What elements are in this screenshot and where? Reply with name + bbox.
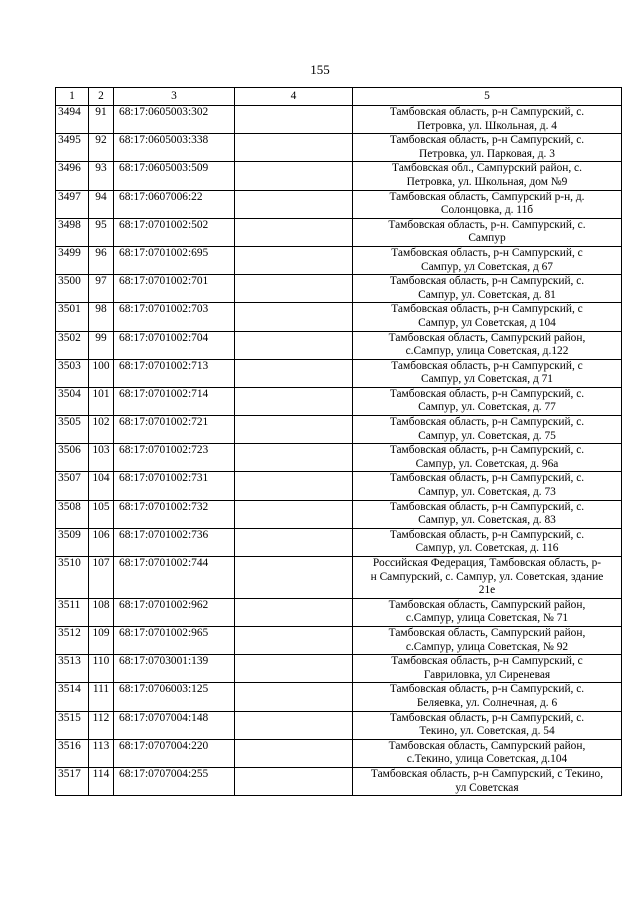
cadastral-number-cell: 68:17:0701002:962 [114,598,235,626]
table-row [56,218,622,246]
page-number: 155 [310,62,330,77]
address-cell [353,162,622,190]
row-number-cell: 3505 [56,416,89,444]
row-number-cell: 3494 [56,106,89,134]
table-row [56,626,622,654]
row-sub-number-cell: 109 [89,626,114,654]
empty-column-cell [235,218,353,246]
cadastral-number-cell: 68:17:0701002:695 [114,246,235,274]
cadastral-number-cell: 68:17:0701002:723 [114,444,235,472]
address-cell [353,472,622,500]
address-line: н Сампурский, с. Сампур, ул. Советская, здание [370,570,604,583]
cadastral-number-cell: 68:17:0605003:509 [114,162,235,190]
address-line: с.Текино, улица Советская, д.104 [406,753,568,766]
row-sub-number-cell: 103 [89,444,114,472]
cadastral-number-cell: 68:17:0701002:704 [114,331,235,359]
table-row [56,331,622,359]
empty-column-cell [235,528,353,556]
cadastral-number-cell: 68:17:0701002:502 [114,218,235,246]
address-line: 21е [478,584,496,597]
address-line: Сампур, ул. Советская, д. 116 [415,542,559,555]
address-line: Тамбовская область, р-н Сампурский, с. [389,387,585,400]
address-line: Гавриловка, ул Сиреневая [423,668,551,681]
cadastral-number-cell: 68:17:0703001:139 [114,655,235,683]
row-number-cell: 3516 [56,739,89,767]
row-number-cell: 3500 [56,275,89,303]
address-cell [353,626,622,654]
address-line: Петровка, ул. Школьная, дом №9 [406,175,568,188]
column-header-5: 5 [353,88,622,106]
address-line: Солонцовка, д. 11б [440,204,534,217]
address-line: Тамбовская область, Сампурский р-н, д. [389,190,585,203]
row-number-cell: 3515 [56,711,89,739]
address-line: Тамбовская область, р-н Сампурский, с. [389,106,585,118]
table-row [56,557,622,599]
address-line: ул Советская [455,781,519,794]
row-number-cell: 3497 [56,190,89,218]
row-sub-number-cell: 95 [89,218,114,246]
address-line: Тамбовская область, р-н Сампурский, с. [389,444,585,457]
address-line: Тамбовская область, р-н Сампурский, с. [389,528,585,541]
row-number-cell: 3511 [56,598,89,626]
row-sub-number-cell: 94 [89,190,114,218]
address-line: Сампур, ул. Советская, д. 73 [418,486,556,499]
empty-column-cell [235,767,353,795]
empty-column-cell [235,303,353,331]
row-sub-number-cell: 98 [89,303,114,331]
cadastral-number-cell: 68:17:0701002:713 [114,359,235,387]
column-header-4: 4 [235,88,353,106]
empty-column-cell [235,444,353,472]
row-number-cell: 3509 [56,528,89,556]
row-sub-number-cell: 97 [89,275,114,303]
table-row [56,246,622,274]
empty-column-cell [235,598,353,626]
row-sub-number-cell: 114 [89,767,114,795]
table-row [56,106,622,134]
row-number-cell: 3514 [56,683,89,711]
address-line: Тамбовская область, Сампурский район, [388,331,586,344]
row-sub-number-cell: 105 [89,500,114,528]
table-row [56,444,622,472]
table-row [56,303,622,331]
empty-column-cell [235,683,353,711]
cadastral-number-cell: 68:17:0707004:255 [114,767,235,795]
address-line: Российская Федерация, Тамбовская область, р- [372,557,602,569]
address-line: Тамбовская область, Сампурский район, [388,598,586,611]
address-cell [353,416,622,444]
address-line: Сампур, ул Советская, д 71 [421,373,553,386]
address-cell [353,739,622,767]
address-line: Тамбовская область, р-н Сампурский, с. [389,711,585,724]
address-cell [353,275,622,303]
empty-column-cell [235,190,353,218]
address-line: Сампур, ул. Советская, д. 83 [418,514,556,527]
column-header-1: 1 [56,88,89,106]
row-number-cell: 3501 [56,303,89,331]
address-line: Тамбовская область, р-н Сампурский, с. [389,275,585,288]
address-cell [353,387,622,415]
address-line: Сампур, ул Советская, д 104 [418,316,556,329]
address-line: с.Сампур, улица Советская, д.122 [405,345,569,358]
address-cell [353,528,622,556]
table-row [56,472,622,500]
address-line: Тамбовская область, Сампурский район, [388,626,586,639]
cadastral-number-cell: 68:17:0701002:721 [114,416,235,444]
address-line: Петровка, ул. Парковая, д. 3 [419,147,555,160]
cadastral-number-cell: 68:17:0701002:736 [114,528,235,556]
address-line: Тамбовская область, Сампурский район, [388,739,586,752]
address-line: Сампур, ул. Советская, д. 96а [415,457,559,470]
row-number-cell: 3517 [56,767,89,795]
table-row [56,190,622,218]
address-line: с.Сампур, улица Советская, № 71 [405,612,569,625]
address-line: Сампур, ул Советская, д 67 [421,260,553,273]
empty-column-cell [235,557,353,599]
address-cell [353,331,622,359]
empty-column-cell [235,134,353,162]
table-row [56,711,622,739]
cadastral-number-cell: 68:17:0706003:125 [114,683,235,711]
row-number-cell: 3499 [56,246,89,274]
row-sub-number-cell: 101 [89,387,114,415]
row-number-cell: 3506 [56,444,89,472]
address-cell [353,500,622,528]
row-sub-number-cell: 112 [89,711,114,739]
address-cell [353,134,622,162]
address-cell [353,303,622,331]
table-row [56,767,622,795]
row-sub-number-cell: 102 [89,416,114,444]
address-cell [353,767,622,795]
address-cell [353,106,622,134]
table-row [56,683,622,711]
cadastral-number-cell: 68:17:0701002:732 [114,500,235,528]
address-cell [353,711,622,739]
address-cell [353,246,622,274]
cadastral-number-cell: 68:17:0607006:22 [114,190,235,218]
cadastral-number-cell: 68:17:0701002:744 [114,557,235,599]
table-row [56,598,622,626]
address-line: Тамбовская область, р-н Сампурский, с. [389,683,585,696]
table-row [56,387,622,415]
empty-column-cell [235,359,353,387]
cadastral-number-cell: 68:17:0707004:220 [114,739,235,767]
empty-column-cell [235,711,353,739]
row-sub-number-cell: 106 [89,528,114,556]
table-row [56,739,622,767]
row-number-cell: 3502 [56,331,89,359]
cadastral-number-cell: 68:17:0605003:338 [114,134,235,162]
table-row [56,528,622,556]
column-header-2: 2 [89,88,114,106]
empty-column-cell [235,655,353,683]
empty-column-cell [235,387,353,415]
address-line: Тамбовская область, р-н Сампурский, с Текино, [370,767,604,780]
table-row [56,162,622,190]
address-line: Сампур, ул. Советская, д. 77 [418,401,556,414]
address-cell [353,359,622,387]
register-table [55,87,622,796]
address-line: Тамбовская область, р-н Сампурский, с [391,246,583,259]
table-row [56,655,622,683]
empty-column-cell [235,246,353,274]
cadastral-number-cell: 68:17:0701002:703 [114,303,235,331]
row-number-cell: 3508 [56,500,89,528]
row-number-cell: 3512 [56,626,89,654]
row-number-cell: 3510 [56,557,89,599]
address-cell [353,444,622,472]
empty-column-cell [235,500,353,528]
empty-column-cell [235,106,353,134]
address-line: Тамбовская обл., Сампурский район, с. [392,162,582,175]
address-cell [353,683,622,711]
row-number-cell: 3504 [56,387,89,415]
address-line: Тамбовская область, р-н Сампурский, с [391,359,583,372]
address-line: Тамбовская область, р-н Сампурский, с. [389,416,585,429]
row-number-cell: 3495 [56,134,89,162]
address-cell [353,557,622,599]
address-line: Текино, ул. Советская, д. 54 [419,725,555,738]
address-line: Сампур [468,232,506,245]
address-cell [353,598,622,626]
address-line: Тамбовская область, р-н Сампурский, с. [389,500,585,513]
table-row [56,416,622,444]
cadastral-number-cell: 68:17:0701002:731 [114,472,235,500]
address-line: Тамбовская область, р-н Сампурский, с [391,303,583,316]
empty-column-cell [235,472,353,500]
row-sub-number-cell: 93 [89,162,114,190]
table-row [56,359,622,387]
address-line: Беляевка, ул. Солнечная, д. 6 [416,696,558,709]
address-line: Тамбовская область, р-н Сампурский, с. [389,134,585,147]
address-line: Сампур, ул. Советская, д. 81 [418,288,556,301]
cadastral-number-cell: 68:17:0701002:701 [114,275,235,303]
empty-column-cell [235,416,353,444]
row-sub-number-cell: 100 [89,359,114,387]
row-sub-number-cell: 96 [89,246,114,274]
row-number-cell: 3498 [56,218,89,246]
address-line: Сампур, ул. Советская, д. 75 [418,429,556,442]
row-sub-number-cell: 113 [89,739,114,767]
empty-column-cell [235,739,353,767]
address-line: Тамбовская область, р-н Сампурский, с. [389,472,585,485]
column-header-3: 3 [114,88,235,106]
row-sub-number-cell: 107 [89,557,114,599]
table-row [56,134,622,162]
row-sub-number-cell: 92 [89,134,114,162]
row-number-cell: 3503 [56,359,89,387]
empty-column-cell [235,275,353,303]
address-line: Тамбовская область, р-н Сампурский, с [391,655,583,668]
row-sub-number-cell: 108 [89,598,114,626]
empty-column-cell [235,331,353,359]
cadastral-number-cell: 68:17:0605003:302 [114,106,235,134]
row-sub-number-cell: 104 [89,472,114,500]
row-sub-number-cell: 110 [89,655,114,683]
table-row [56,275,622,303]
address-cell [353,190,622,218]
row-number-cell: 3507 [56,472,89,500]
table-header-row [56,88,622,106]
address-line: с.Сампур, улица Советская, № 92 [405,640,569,653]
row-sub-number-cell: 91 [89,106,114,134]
address-cell [353,655,622,683]
address-line: Тамбовская область, р-н. Сампурский, с. [388,218,586,231]
row-sub-number-cell: 111 [89,683,114,711]
cadastral-number-cell: 68:17:0701002:965 [114,626,235,654]
cadastral-number-cell: 68:17:0707004:148 [114,711,235,739]
address-cell [353,218,622,246]
table-row [56,500,622,528]
empty-column-cell [235,162,353,190]
row-sub-number-cell: 99 [89,331,114,359]
empty-column-cell [235,626,353,654]
address-line: Петровка, ул. Школьная, д. 4 [417,119,557,132]
cadastral-number-cell: 68:17:0701002:714 [114,387,235,415]
row-number-cell: 3496 [56,162,89,190]
row-number-cell: 3513 [56,655,89,683]
